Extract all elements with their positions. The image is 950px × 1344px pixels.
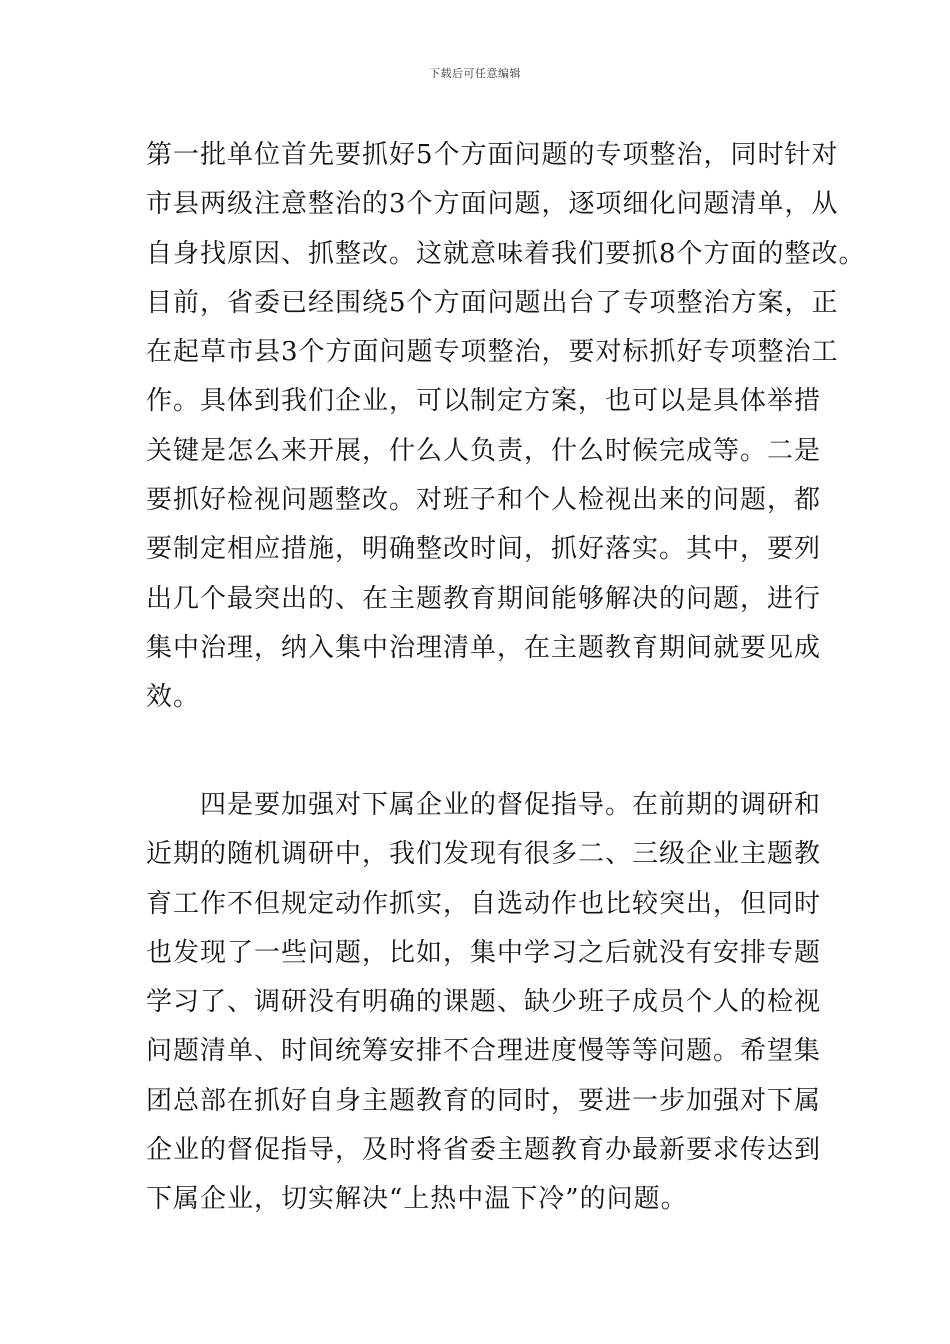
text-line: 四是要加强对下属企业的督促指导。在前期的调研和	[146, 790, 822, 820]
text-line: 第一批单位首先要抓好5个方面问题的专项整治，同时针对	[146, 140, 839, 170]
text-line: 自身找原因、抓整改。这就意味着我们要抓8个方面的整改。	[146, 238, 866, 269]
text-line: 要制定相应措施，明确整改时间，抓好落实。其中，要列	[146, 534, 822, 565]
text-line: 目前，省委已经围绕5个方面问题出台了专项整治方案，正	[146, 287, 839, 318]
text-line: 育工作不但规定动作抓实，自选动作也比较突出，但同时	[146, 888, 822, 919]
text-line: 企业的督促指导，及时将省委主题教育办最新要求传达到	[146, 1135, 822, 1166]
text-line: 要抓好检视问题整改。对班子和个人检视出来的问题，都	[146, 485, 822, 516]
text-line: 学习了、调研没有明确的课题、缺少班子成员个人的检视	[146, 987, 822, 1018]
text-line: 关键是怎么来开展，什么人负责，什么时候完成等。二是	[146, 435, 822, 466]
text-line: 市县两级注意整治的3个方面问题，逐项细化问题清单，从	[146, 189, 839, 220]
paragraph-1	[146, 131, 866, 723]
text-line: 集中治理，纳入集中治理清单，在主题教育期间就要见成	[146, 632, 822, 663]
text-line: 团总部在抓好自身主题教育的同时，要进一步加强对下属	[146, 1085, 822, 1116]
text-line: 在起草市县3个方面问题专项整治，要对标抓好专项整治工	[146, 337, 839, 368]
text-line: 下属企业，切实解决“上热中温下冷”的问题。	[146, 1184, 688, 1215]
text-line: 出几个最突出的、在主题教育期间能够解决的问题，进行	[146, 583, 822, 614]
text-line: 问题清单、时间统筹安排不合理进度慢等等问题。希望集	[146, 1036, 822, 1067]
page-header: 下载后可任意编辑	[429, 67, 521, 80]
text-line: 效。	[146, 682, 201, 713]
paragraph-2	[146, 781, 826, 1225]
text-line: 近期的随机调研中，我们发现有很多二、三级企业主题教	[146, 839, 822, 870]
text-line: 也发现了一些问题，比如，集中学习之后就没有安排专题	[146, 937, 822, 968]
text-line: 作。具体到我们企业，可以制定方案，也可以是具体举措	[146, 386, 822, 417]
